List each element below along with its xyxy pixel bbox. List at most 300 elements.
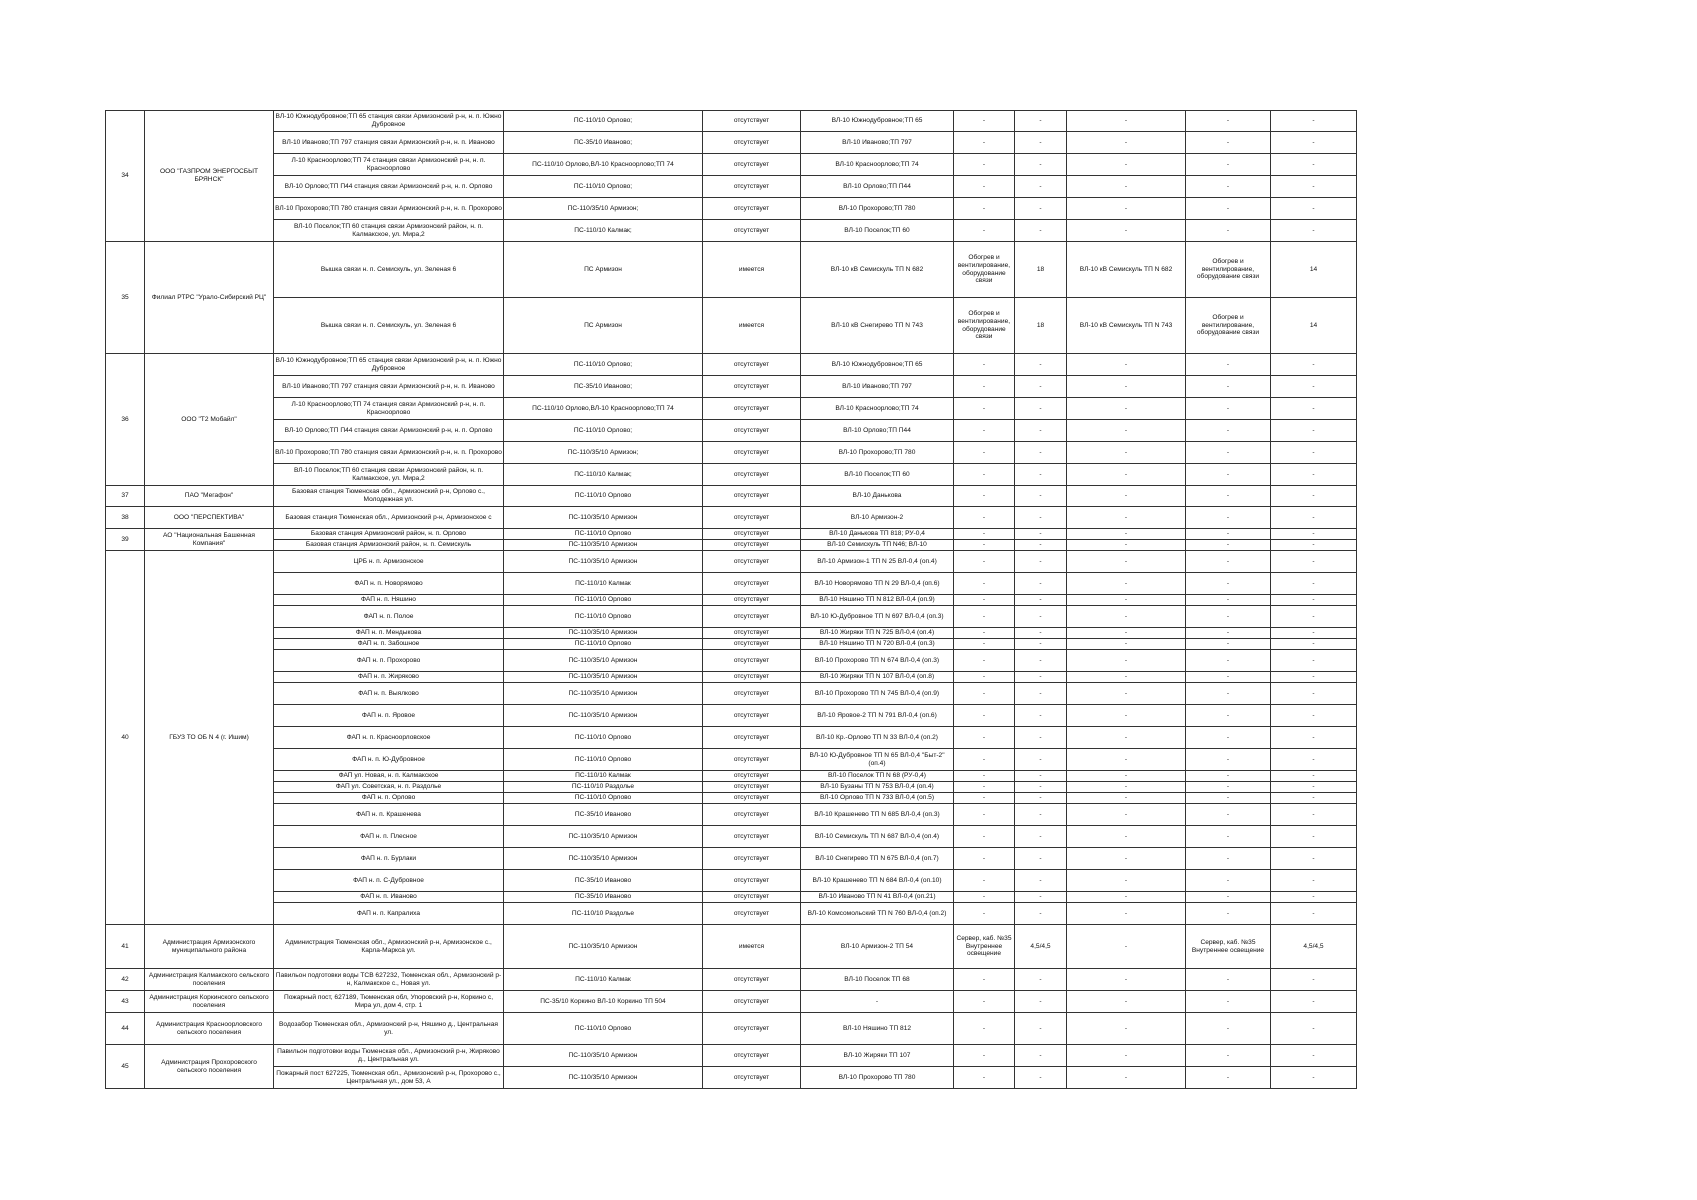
cell-res: отсутствует <box>703 672 801 683</box>
table-row <box>106 376 1357 398</box>
cell-c7: - <box>1015 848 1067 870</box>
cell-res: отсутствует <box>703 771 801 782</box>
cell-line: ВЛ-10 Армизон-1 ТП N 25 ВЛ-0,4 (оп.4) <box>801 551 954 573</box>
cell-c8: - <box>1067 354 1186 376</box>
cell-c8: - <box>1067 991 1186 1013</box>
cell-c6: - <box>954 442 1015 464</box>
cell-c6: - <box>954 683 1015 705</box>
cell-line: ВЛ-10 Орлово ТП N 733 ВЛ-0,4 (оп.5) <box>801 793 954 804</box>
cell-res: отсутствует <box>703 628 801 639</box>
cell-obj: ФАП н. п. С-Дубровное <box>274 870 504 892</box>
cell-line: ВЛ-10 Жиряки ТП N 725 ВЛ-0,4 (оп.4) <box>801 628 954 639</box>
cell-c8: - <box>1067 892 1186 903</box>
cell-c7: - <box>1015 1067 1067 1089</box>
cell-c6: - <box>954 639 1015 650</box>
cell-c10: - <box>1271 639 1357 650</box>
cell-c7: - <box>1015 672 1067 683</box>
cell-ps: ПС-110/10 Орлово; <box>504 354 703 376</box>
cell-c8: - <box>1067 903 1186 925</box>
organization-cell: ПАО "Мегафон" <box>145 486 274 507</box>
cell-c7: - <box>1015 650 1067 672</box>
cell-res: отсутствует <box>703 176 801 198</box>
cell-line: ВЛ-10 Крашенево ТП N 684 ВЛ-0,4 (оп.10) <box>801 870 954 892</box>
cell-c6: - <box>954 1013 1015 1045</box>
cell-c6: Обогрев и вентилирование, оборудование связи <box>954 298 1015 354</box>
cell-obj: Водозабор Тюменская обл., Армизонский р-н, Няшино д., Центральная ул. <box>274 1013 504 1045</box>
cell-res: отсутствует <box>703 892 801 903</box>
cell-c6: - <box>954 220 1015 242</box>
table-row <box>106 111 1357 132</box>
cell-ps: ПС-35/10 Иваново <box>504 892 703 903</box>
cell-obj: ФАП н. п. Бурлаки <box>274 848 504 870</box>
cell-c7: - <box>1015 969 1067 991</box>
cell-c6: - <box>954 870 1015 892</box>
cell-obj: ФАП н. п. Капралиха <box>274 903 504 925</box>
table-row <box>106 573 1357 595</box>
cell-c8: - <box>1067 727 1186 749</box>
cell-c10: - <box>1271 1013 1357 1045</box>
cell-obj: Базовая станция Армизонский район, н. п. Семискуль <box>274 540 504 551</box>
cell-c8: - <box>1067 176 1186 198</box>
cell-c8: - <box>1067 529 1186 540</box>
cell-ps: ПС-110/35/10 Армизон <box>504 1045 703 1067</box>
cell-line: ВЛ-10 Няшино ТП N 720 ВЛ-0,4 (оп.3) <box>801 639 954 650</box>
cell-c7: - <box>1015 1045 1067 1067</box>
cell-c9: - <box>1186 551 1271 573</box>
cell-c10: - <box>1271 969 1357 991</box>
cell-c7: - <box>1015 628 1067 639</box>
cell-c9: - <box>1186 176 1271 198</box>
cell-c7: - <box>1015 639 1067 650</box>
row-number-cell: 38 <box>106 507 145 529</box>
cell-c10: - <box>1271 749 1357 771</box>
organization-cell: Филиал РТРС "Урало-Сибирский РЦ" <box>145 242 274 354</box>
row-number-cell: 44 <box>106 1013 145 1045</box>
cell-ps: ПС-35/10 Иваново <box>504 870 703 892</box>
cell-res: отсутствует <box>703 903 801 925</box>
cell-c9: - <box>1186 540 1271 551</box>
cell-c7: - <box>1015 220 1067 242</box>
organization-cell: АО "Национальная Башенная Компания" <box>145 529 274 551</box>
cell-res: отсутствует <box>703 606 801 628</box>
cell-obj: ФАП н. п. Прохорово <box>274 650 504 672</box>
cell-ps: ПС-110/10 Орлово <box>504 639 703 650</box>
cell-c7: - <box>1015 573 1067 595</box>
table-row <box>106 398 1357 420</box>
cell-c8: - <box>1067 848 1186 870</box>
table-row <box>106 132 1357 154</box>
cell-c9: Обогрев и вентилирование, оборудование связи <box>1186 298 1271 354</box>
cell-line: ВЛ-10 Крашенево ТП N 685 ВЛ-0,4 (оп.3) <box>801 804 954 826</box>
cell-res: отсутствует <box>703 573 801 595</box>
cell-ps: ПС-110/35/10 Армизон <box>504 650 703 672</box>
table-row <box>106 683 1357 705</box>
cell-c8: - <box>1067 486 1186 507</box>
cell-c10: 14 <box>1271 298 1357 354</box>
cell-line: ВЛ-10 Прохорово ТП N 674 ВЛ-0,4 (оп.3) <box>801 650 954 672</box>
cell-line: ВЛ-10 Прохорово;ТП 780 <box>801 442 954 464</box>
cell-c6: Обогрев и вентилирование, оборудование связи <box>954 242 1015 298</box>
cell-c10: - <box>1271 376 1357 398</box>
cell-ps: ПС-110/35/10 Армизон <box>504 1067 703 1089</box>
cell-c9: - <box>1186 826 1271 848</box>
cell-ps: ПС-110/10 Орлово <box>504 793 703 804</box>
cell-c8: - <box>1067 376 1186 398</box>
cell-c10: - <box>1271 683 1357 705</box>
cell-c10: - <box>1271 606 1357 628</box>
cell-c6: - <box>954 486 1015 507</box>
cell-c6: - <box>954 573 1015 595</box>
cell-c8: - <box>1067 464 1186 486</box>
cell-res: отсутствует <box>703 749 801 771</box>
cell-c8: - <box>1067 606 1186 628</box>
cell-obj: ВЛ-10 Прохорово;ТП 780 станция связи Армизонский р-н, н. п. Прохорово <box>274 442 504 464</box>
cell-c7: - <box>1015 376 1067 398</box>
cell-obj: ФАП н. п. Яровое <box>274 705 504 727</box>
cell-c7: - <box>1015 892 1067 903</box>
cell-c6: - <box>954 628 1015 639</box>
cell-line: ВЛ-10 Снегирево ТП N 675 ВЛ-0,4 (оп.7) <box>801 848 954 870</box>
cell-c9: - <box>1186 198 1271 220</box>
organization-cell: ООО "Т2 Мобайл" <box>145 354 274 486</box>
cell-res: отсутствует <box>703 154 801 176</box>
cell-line: ВЛ-10 Жиряки ТП 107 <box>801 1045 954 1067</box>
cell-c9: - <box>1186 771 1271 782</box>
table-row <box>106 442 1357 464</box>
row-number-cell: 45 <box>106 1045 145 1089</box>
cell-line: ВЛ-10 Комсомольский ТП N 760 ВЛ-0,4 (оп.2) <box>801 903 954 925</box>
cell-c7: - <box>1015 420 1067 442</box>
cell-c9: - <box>1186 870 1271 892</box>
cell-line: ВЛ-10 кВ Семискуль ТП N 682 <box>801 242 954 298</box>
cell-ps: ПС-35/10 Иваново <box>504 804 703 826</box>
cell-c9: - <box>1186 420 1271 442</box>
cell-c10: - <box>1271 420 1357 442</box>
cell-c9: - <box>1186 154 1271 176</box>
cell-c6: - <box>954 529 1015 540</box>
cell-res: отсутствует <box>703 486 801 507</box>
cell-c9: - <box>1186 507 1271 529</box>
cell-c9: - <box>1186 749 1271 771</box>
cell-c7: - <box>1015 903 1067 925</box>
cell-line: ВЛ-10 Семискуль ТП N 687 ВЛ-0,4 (оп.4) <box>801 826 954 848</box>
cell-c6: - <box>954 650 1015 672</box>
cell-line: ВЛ-10 Иваново;ТП 797 <box>801 376 954 398</box>
cell-obj: Павильон подготовки воды Тюменская обл., Армизонский р-н, Жиряково д., Центральная ул. <box>274 1045 504 1067</box>
cell-ps: ПС-110/10 Калмак <box>504 969 703 991</box>
cell-ps: ПС-110/35/10 Армизон <box>504 705 703 727</box>
cell-c6: - <box>954 176 1015 198</box>
cell-obj: ВЛ-10 Южнодубровное;ТП 65 станция связи Армизонский р-н, н. п. Южно Дубровное <box>274 111 504 132</box>
cell-res: отсутствует <box>703 793 801 804</box>
cell-c10: 14 <box>1271 242 1357 298</box>
table-row <box>106 354 1357 376</box>
cell-c9: - <box>1186 111 1271 132</box>
cell-c9: - <box>1186 793 1271 804</box>
cell-c8: - <box>1067 782 1186 793</box>
cell-c10: - <box>1271 540 1357 551</box>
cell-c8: - <box>1067 573 1186 595</box>
cell-c10: - <box>1271 672 1357 683</box>
cell-c6: - <box>954 771 1015 782</box>
cell-c9: - <box>1186 991 1271 1013</box>
cell-c10: - <box>1271 486 1357 507</box>
row-number-cell: 35 <box>106 242 145 354</box>
table-row <box>106 650 1357 672</box>
cell-res: отсутствует <box>703 870 801 892</box>
cell-c9: - <box>1186 595 1271 606</box>
cell-c10: - <box>1271 991 1357 1013</box>
cell-ps: ПС-110/10 Орлово <box>504 486 703 507</box>
cell-c8: - <box>1067 925 1186 969</box>
cell-obj: ВЛ-10 Иваново;ТП 797 станция связи Армизонский р-н, н. п. Иваново <box>274 376 504 398</box>
table-row <box>106 782 1357 793</box>
cell-c9: - <box>1186 376 1271 398</box>
cell-c9: Обогрев и вентилирование, оборудование связи <box>1186 242 1271 298</box>
cell-res: отсутствует <box>703 826 801 848</box>
cell-obj: Пожарный пост, 627189, Тюменская обл, Упоровский р-н, Коркино с, Мира ул, дом 4, стр. 1 <box>274 991 504 1013</box>
cell-obj: Л-10 Красноорлово;ТП 74 станция связи Армизонский р-н, н. п. Красноорлово <box>274 154 504 176</box>
cell-ps: ПС-110/35/10 Армизон <box>504 551 703 573</box>
cell-line: ВЛ-10 Иваново;ТП 797 <box>801 132 954 154</box>
cell-c7: 18 <box>1015 298 1067 354</box>
cell-c10: - <box>1271 903 1357 925</box>
cell-c8: - <box>1067 969 1186 991</box>
cell-c10: - <box>1271 529 1357 540</box>
cell-c7: - <box>1015 111 1067 132</box>
cell-line: ВЛ-10 Яровое-2 ТП N 791 ВЛ-0,4 (оп.6) <box>801 705 954 727</box>
cell-obj: ФАП н. п. Орлово <box>274 793 504 804</box>
table-row <box>106 870 1357 892</box>
cell-obj: ФАП н. п. Новорямово <box>274 573 504 595</box>
cell-c9: - <box>1186 848 1271 870</box>
cell-obj: ФАП н. п. Полое <box>274 606 504 628</box>
cell-res: отсутствует <box>703 111 801 132</box>
cell-c6: - <box>954 132 1015 154</box>
cell-c9: - <box>1186 782 1271 793</box>
cell-line: ВЛ-10 Новорямово ТП N 29 ВЛ-0,4 (оп.6) <box>801 573 954 595</box>
cell-c9: - <box>1186 132 1271 154</box>
table-row <box>106 804 1357 826</box>
cell-c6: - <box>954 420 1015 442</box>
cell-c9: - <box>1186 903 1271 925</box>
cell-c8: - <box>1067 1045 1186 1067</box>
cell-ps: ПС Армизон <box>504 298 703 354</box>
cell-c7: - <box>1015 771 1067 782</box>
cell-obj: ВЛ-10 Прохорово;ТП 780 станция связи Армизонский р-н, н. п. Прохорово <box>274 198 504 220</box>
cell-obj: Пожарный пост 627225, Тюменская обл., Армизонский р-н, Прохорово с., Центральная ул., дом 53, А <box>274 1067 504 1089</box>
cell-c9: - <box>1186 1067 1271 1089</box>
cell-c10: - <box>1271 198 1357 220</box>
cell-line: ВЛ-10 Данькова ТП 818; РУ-0,4 <box>801 529 954 540</box>
cell-line: ВЛ-10 Прохорово ТП N 745 ВЛ-0,4 (оп.9) <box>801 683 954 705</box>
cell-obj: ФАП н. п. Забошное <box>274 639 504 650</box>
cell-ps: ПС-110/35/10 Армизон <box>504 683 703 705</box>
cell-obj: Павильон подготовки воды ТСВ 627232, Тюменская обл., Армизонский р-н, Калмакское с., Новая ул. <box>274 969 504 991</box>
cell-obj: Вышка связи н. п. Семискуль, ул. Зеленая 6 <box>274 242 504 298</box>
cell-c8: - <box>1067 749 1186 771</box>
cell-line: - <box>801 991 954 1013</box>
cell-c10: - <box>1271 154 1357 176</box>
cell-obj: ФАП н. п. Ю-Дубровное <box>274 749 504 771</box>
cell-c9: - <box>1186 398 1271 420</box>
cell-c10: - <box>1271 650 1357 672</box>
cell-c6: - <box>954 354 1015 376</box>
cell-obj: ВЛ-10 Поселок;ТП 60 станция связи Армизонский район, н. п. Калмакское, ул. Мира,2 <box>274 220 504 242</box>
cell-c9: - <box>1186 892 1271 903</box>
cell-c7: - <box>1015 176 1067 198</box>
cell-res: отсутствует <box>703 705 801 727</box>
organization-cell: Администрация Коркинского сельского поселения <box>145 991 274 1013</box>
cell-ps: ПС-110/10 Орлово <box>504 595 703 606</box>
table-row <box>106 464 1357 486</box>
data-table <box>105 110 1357 1089</box>
table-row <box>106 892 1357 903</box>
cell-c7: - <box>1015 683 1067 705</box>
table-body <box>106 111 1357 1089</box>
table-row <box>106 1013 1357 1045</box>
cell-c8: - <box>1067 705 1186 727</box>
cell-res: отсутствует <box>703 540 801 551</box>
cell-c10: - <box>1271 771 1357 782</box>
cell-c10: - <box>1271 793 1357 804</box>
cell-c8: - <box>1067 628 1186 639</box>
cell-c9: - <box>1186 1013 1271 1045</box>
cell-line: ВЛ-10 Кр.-Орлово ТП N 33 ВЛ-0,4 (оп.2) <box>801 727 954 749</box>
cell-res: отсутствует <box>703 639 801 650</box>
cell-res: отсутствует <box>703 848 801 870</box>
cell-res: отсутствует <box>703 220 801 242</box>
table-row <box>106 198 1357 220</box>
cell-ps: ПС-110/10 Калмак; <box>504 464 703 486</box>
cell-c8: - <box>1067 198 1186 220</box>
cell-c8: - <box>1067 551 1186 573</box>
cell-c7: - <box>1015 782 1067 793</box>
cell-obj: ФАП н. п. Крашенева <box>274 804 504 826</box>
cell-c9: - <box>1186 639 1271 650</box>
cell-c10: - <box>1271 826 1357 848</box>
cell-c10: 4,5/4,5 <box>1271 925 1357 969</box>
cell-c7: - <box>1015 826 1067 848</box>
cell-line: ВЛ-10 Орлово;ТП П44 <box>801 420 954 442</box>
cell-c8: - <box>1067 154 1186 176</box>
cell-obj: Базовая станция Тюменская обл., Армизонский р-н, Армизонское с <box>274 507 504 529</box>
table-row <box>106 220 1357 242</box>
cell-res: отсутствует <box>703 595 801 606</box>
cell-line: ВЛ-10 Поселок;ТП 60 <box>801 464 954 486</box>
cell-res: отсутствует <box>703 991 801 1013</box>
cell-obj: Базовая станция Армизонский район, н. п. Орлово <box>274 529 504 540</box>
cell-ps: ПС-110/10 Орлово <box>504 1013 703 1045</box>
table-row <box>106 848 1357 870</box>
table-row <box>106 606 1357 628</box>
table-row <box>106 771 1357 782</box>
row-number-cell: 39 <box>106 529 145 551</box>
organization-cell: Администрация Калмакского сельского поселения <box>145 969 274 991</box>
cell-c7: - <box>1015 749 1067 771</box>
table-row <box>106 176 1357 198</box>
cell-c6: - <box>954 991 1015 1013</box>
cell-ps: ПС-110/35/10 Армизон <box>504 507 703 529</box>
cell-c10: - <box>1271 442 1357 464</box>
cell-obj: ВЛ-10 Южнодубровное;ТП 65 станция связи Армизонский р-н, н. п. Южно Дубровное <box>274 354 504 376</box>
cell-c7: - <box>1015 1013 1067 1045</box>
cell-res: отсутствует <box>703 1045 801 1067</box>
cell-res: отсутствует <box>703 529 801 540</box>
table-row <box>106 420 1357 442</box>
cell-c6: - <box>954 727 1015 749</box>
cell-c8: - <box>1067 111 1186 132</box>
cell-obj: Вышка связи н. п. Семискуль, ул. Зеленая 6 <box>274 298 504 354</box>
cell-obj: ФАП н. п. Выялково <box>274 683 504 705</box>
cell-c9: - <box>1186 650 1271 672</box>
cell-c6: - <box>954 793 1015 804</box>
cell-c8: - <box>1067 683 1186 705</box>
cell-c10: - <box>1271 892 1357 903</box>
cell-obj: ФАП н. п. Мендыкова <box>274 628 504 639</box>
row-number-cell: 40 <box>106 551 145 925</box>
cell-c6: - <box>954 111 1015 132</box>
cell-res: отсутствует <box>703 804 801 826</box>
cell-ps: ПС-110/10 Орлово <box>504 606 703 628</box>
cell-c7: - <box>1015 551 1067 573</box>
cell-c6: - <box>954 464 1015 486</box>
table-row <box>106 925 1357 969</box>
cell-c8: - <box>1067 1013 1186 1045</box>
cell-obj: ФАП н. п. Красноорловское <box>274 727 504 749</box>
cell-c8: - <box>1067 870 1186 892</box>
table-row <box>106 793 1357 804</box>
cell-c6: - <box>954 154 1015 176</box>
cell-c10: - <box>1271 464 1357 486</box>
cell-line: ВЛ-10 Южнодубровное;ТП 65 <box>801 111 954 132</box>
cell-c9: - <box>1186 628 1271 639</box>
cell-line: ВЛ-10 Данькова <box>801 486 954 507</box>
cell-c7: - <box>1015 540 1067 551</box>
cell-ps: ПС-110/35/10 Армизон <box>504 848 703 870</box>
cell-c8: - <box>1067 639 1186 650</box>
cell-res: отсутствует <box>703 650 801 672</box>
cell-ps: ПС-110/10 Раздолье <box>504 903 703 925</box>
organization-cell: Администрация Армизонского муниципального района <box>145 925 274 969</box>
table-row <box>106 486 1357 507</box>
cell-c10: - <box>1271 551 1357 573</box>
cell-ps: ПС-110/35/10 Армизон <box>504 925 703 969</box>
row-number-cell: 36 <box>106 354 145 486</box>
cell-c9: - <box>1186 606 1271 628</box>
cell-res: имеется <box>703 242 801 298</box>
cell-ps: ПС-35/10 Иваново; <box>504 376 703 398</box>
cell-c9: - <box>1186 220 1271 242</box>
cell-c6: - <box>954 507 1015 529</box>
cell-ps: ПС-110/10 Орлово,ВЛ-10 Красноорлово;ТП 74 <box>504 398 703 420</box>
organization-cell: Администрация Прохоровского сельского поселения <box>145 1045 274 1089</box>
cell-res: отсутствует <box>703 551 801 573</box>
cell-c10: - <box>1271 782 1357 793</box>
cell-c9: - <box>1186 804 1271 826</box>
cell-ps: ПС-110/10 Орлово <box>504 727 703 749</box>
cell-c8: - <box>1067 595 1186 606</box>
table-row <box>106 298 1357 354</box>
cell-ps: ПС-110/35/10 Армизон <box>504 628 703 639</box>
cell-c7: - <box>1015 991 1067 1013</box>
cell-obj: ЦРБ н. п. Армизонское <box>274 551 504 573</box>
cell-c7: - <box>1015 870 1067 892</box>
cell-c6: - <box>954 848 1015 870</box>
cell-c8: - <box>1067 1067 1186 1089</box>
cell-line: ВЛ-10 Поселок ТП N 68 (РУ-0,4) <box>801 771 954 782</box>
row-number-cell: 41 <box>106 925 145 969</box>
